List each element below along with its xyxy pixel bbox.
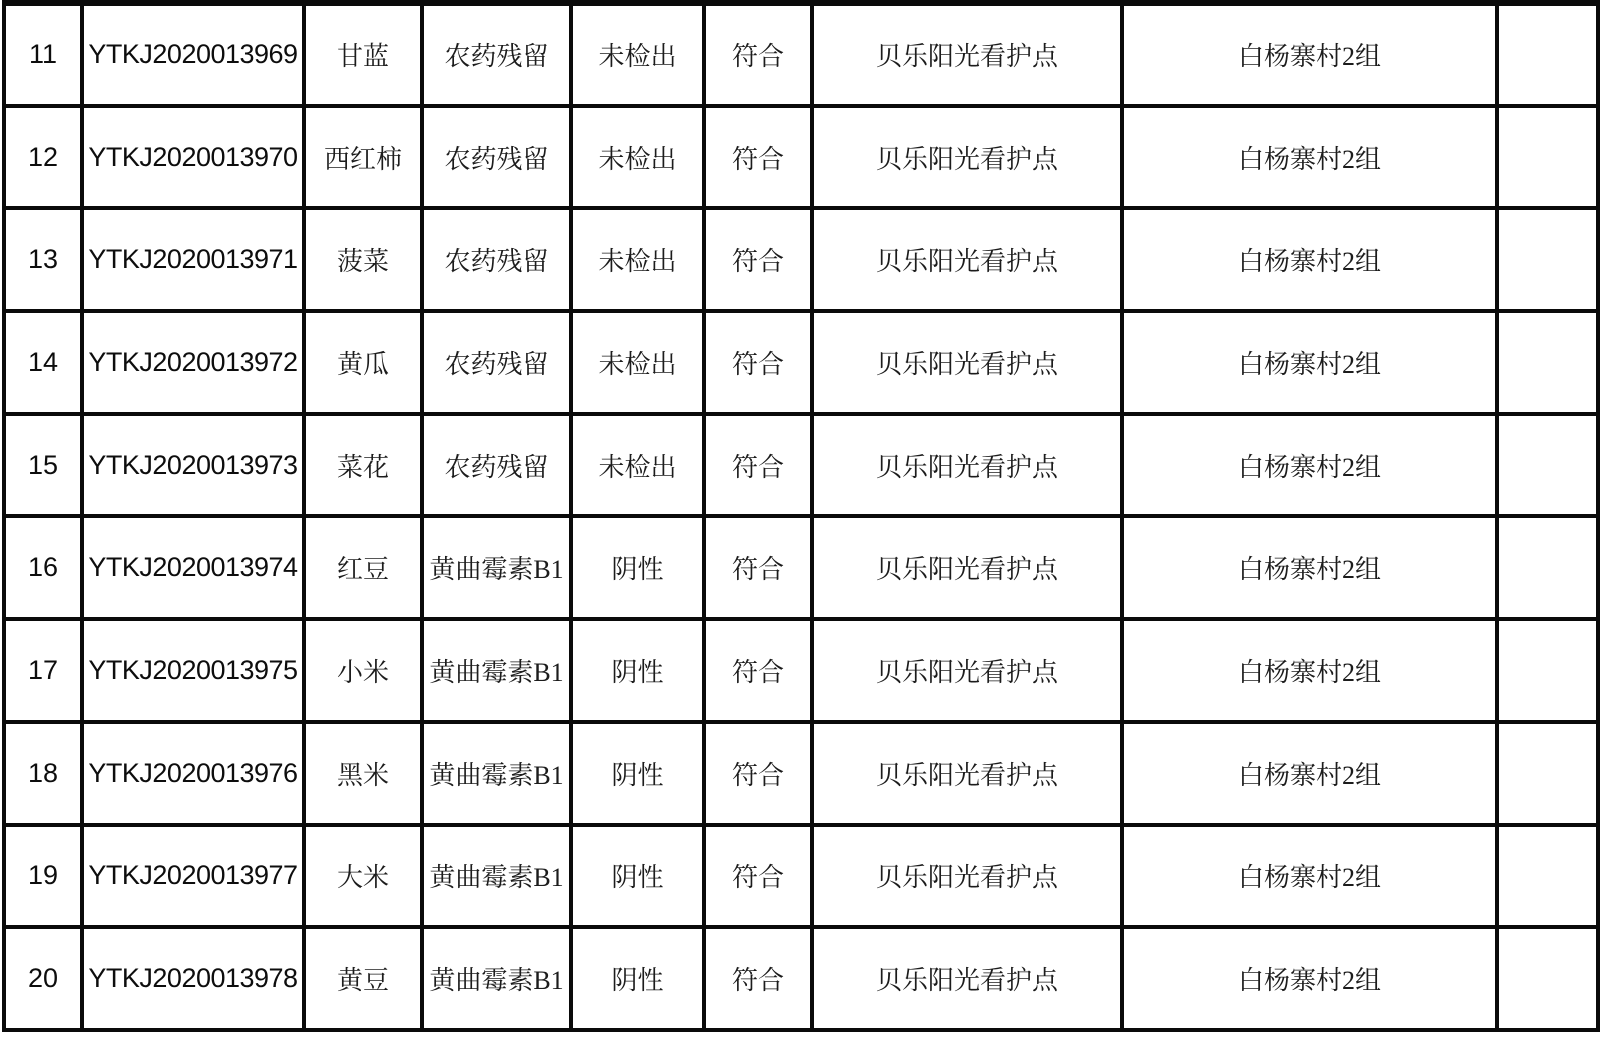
cell-row-number: 15: [4, 414, 82, 517]
table-row: [4, 208, 1598, 311]
cell-note-empty: [1497, 927, 1598, 1030]
cell-sample-code: YTKJ2020013971: [82, 208, 304, 311]
cell-note-empty: [1497, 208, 1598, 311]
cell-sample-name: 甘蓝: [304, 3, 422, 106]
cell-row-number: 12: [4, 106, 82, 209]
cell-site: 贝乐阳光看护点: [812, 825, 1122, 928]
cell-test-item: 黄曲霉素B1: [422, 516, 571, 619]
cell-row-number: 17: [4, 619, 82, 722]
cell-conclusion: 符合: [704, 208, 812, 311]
cell-address: 白杨寨村2组: [1122, 927, 1497, 1030]
table-row: [4, 825, 1598, 928]
cell-site: 贝乐阳光看护点: [812, 208, 1122, 311]
cell-test-item: 农药残留: [422, 414, 571, 517]
table-row: [4, 414, 1598, 517]
cell-site: 贝乐阳光看护点: [812, 619, 1122, 722]
table-row: [4, 516, 1598, 619]
cell-sample-code: YTKJ2020013972: [82, 311, 304, 414]
cell-address: 白杨寨村2组: [1122, 516, 1497, 619]
cell-test-item: 农药残留: [422, 208, 571, 311]
cell-sample-code: YTKJ2020013975: [82, 619, 304, 722]
cell-site: 贝乐阳光看护点: [812, 722, 1122, 825]
table-row: [4, 722, 1598, 825]
cell-site: 贝乐阳光看护点: [812, 106, 1122, 209]
table-row: [4, 311, 1598, 414]
cell-test-result: 阴性: [571, 927, 704, 1030]
cell-address: 白杨寨村2组: [1122, 619, 1497, 722]
cell-conclusion: 符合: [704, 722, 812, 825]
cell-site: 贝乐阳光看护点: [812, 927, 1122, 1030]
cell-row-number: 19: [4, 825, 82, 928]
cell-test-item: 农药残留: [422, 3, 571, 106]
cell-note-empty: [1497, 825, 1598, 928]
table-row: [4, 3, 1598, 106]
cell-test-result: 阴性: [571, 516, 704, 619]
inspection-results-table: [2, 0, 1600, 1032]
cell-site: 贝乐阳光看护点: [812, 516, 1122, 619]
cell-sample-name: 大米: [304, 825, 422, 928]
cell-note-empty: [1497, 516, 1598, 619]
cell-sample-name: 黄豆: [304, 927, 422, 1030]
cell-row-number: 14: [4, 311, 82, 414]
cell-site: 贝乐阳光看护点: [812, 311, 1122, 414]
cell-site: 贝乐阳光看护点: [812, 3, 1122, 106]
cell-sample-name: 小米: [304, 619, 422, 722]
table-row: [4, 927, 1598, 1030]
cell-row-number: 13: [4, 208, 82, 311]
table-row: [4, 619, 1598, 722]
cell-note-empty: [1497, 414, 1598, 517]
cell-sample-name: 菠菜: [304, 208, 422, 311]
cell-sample-code: YTKJ2020013974: [82, 516, 304, 619]
cell-conclusion: 符合: [704, 825, 812, 928]
cell-test-item: 黄曲霉素B1: [422, 927, 571, 1030]
cell-test-result: 未检出: [571, 311, 704, 414]
cell-conclusion: 符合: [704, 106, 812, 209]
cell-test-result: 未检出: [571, 414, 704, 517]
cell-note-empty: [1497, 106, 1598, 209]
table-body: [4, 3, 1598, 1030]
cell-sample-code: YTKJ2020013969: [82, 3, 304, 106]
cell-address: 白杨寨村2组: [1122, 722, 1497, 825]
cell-address: 白杨寨村2组: [1122, 3, 1497, 106]
cell-row-number: 11: [4, 3, 82, 106]
cell-sample-code: YTKJ2020013978: [82, 927, 304, 1030]
cell-note-empty: [1497, 311, 1598, 414]
cell-site: 贝乐阳光看护点: [812, 414, 1122, 517]
cell-test-result: 阴性: [571, 825, 704, 928]
cell-test-result: 未检出: [571, 208, 704, 311]
cell-test-result: 未检出: [571, 3, 704, 106]
cell-sample-code: YTKJ2020013977: [82, 825, 304, 928]
cell-test-item: 农药残留: [422, 311, 571, 414]
cell-test-item: 农药残留: [422, 106, 571, 209]
cell-note-empty: [1497, 3, 1598, 106]
cell-sample-code: YTKJ2020013976: [82, 722, 304, 825]
table-row: [4, 106, 1598, 209]
cell-test-result: 阴性: [571, 619, 704, 722]
cell-conclusion: 符合: [704, 927, 812, 1030]
cell-test-result: 阴性: [571, 722, 704, 825]
cell-sample-name: 黄瓜: [304, 311, 422, 414]
cell-address: 白杨寨村2组: [1122, 311, 1497, 414]
cell-sample-name: 西红柿: [304, 106, 422, 209]
cell-conclusion: 符合: [704, 3, 812, 106]
cell-address: 白杨寨村2组: [1122, 414, 1497, 517]
cell-sample-name: 黑米: [304, 722, 422, 825]
cell-test-result: 未检出: [571, 106, 704, 209]
cell-conclusion: 符合: [704, 619, 812, 722]
cell-sample-code: YTKJ2020013973: [82, 414, 304, 517]
cell-conclusion: 符合: [704, 414, 812, 517]
cell-test-item: 黄曲霉素B1: [422, 722, 571, 825]
cell-row-number: 16: [4, 516, 82, 619]
cell-test-item: 黄曲霉素B1: [422, 825, 571, 928]
cell-conclusion: 符合: [704, 516, 812, 619]
cell-row-number: 20: [4, 927, 82, 1030]
cell-address: 白杨寨村2组: [1122, 208, 1497, 311]
cell-address: 白杨寨村2组: [1122, 825, 1497, 928]
cell-conclusion: 符合: [704, 311, 812, 414]
cell-sample-name: 红豆: [304, 516, 422, 619]
cell-test-item: 黄曲霉素B1: [422, 619, 571, 722]
cell-row-number: 18: [4, 722, 82, 825]
cell-sample-code: YTKJ2020013970: [82, 106, 304, 209]
cell-note-empty: [1497, 619, 1598, 722]
cell-sample-name: 菜花: [304, 414, 422, 517]
cell-note-empty: [1497, 722, 1598, 825]
cell-address: 白杨寨村2组: [1122, 106, 1497, 209]
